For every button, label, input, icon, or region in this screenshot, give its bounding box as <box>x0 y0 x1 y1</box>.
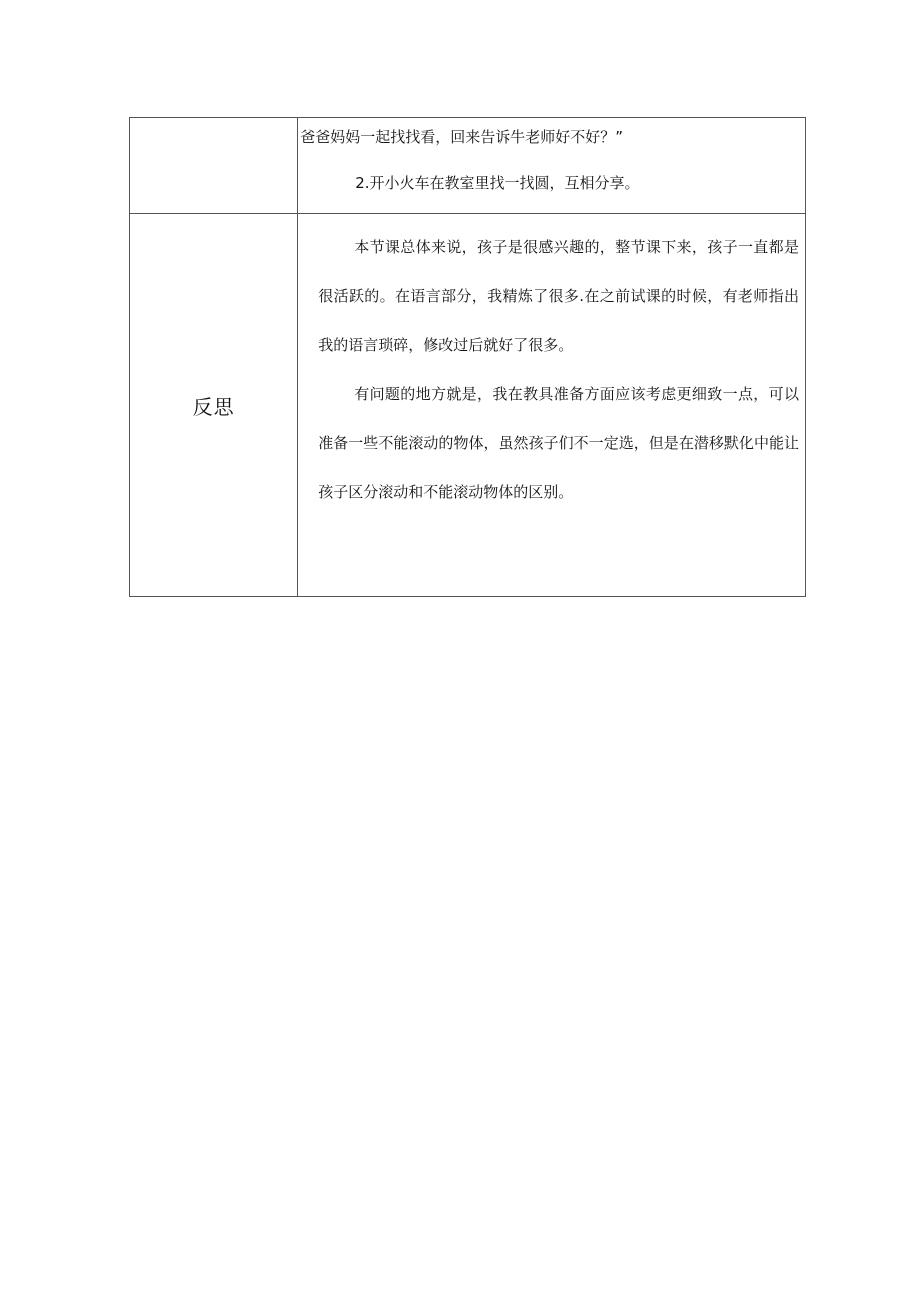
lesson-table <box>129 117 806 597</box>
reflection-paragraph-1: 本节课总体来说，孩子是很感兴趣的，整节课下来，孩子一直都是很活跃的。在语言部分，我精炼了很多.在之前试课的时候，有老师指出我的语言琐碎，修改过后就好了很多。 <box>318 238 799 354</box>
reflection-label: 反思 <box>130 214 298 597</box>
activity-line-1: 爸爸妈妈一起找找看，回来告诉牛老师好不好？” <box>300 128 624 146</box>
reflection-paragraph-2: 有问题的地方就是，我在教具准备方面应该考虑更细致一点，可以准备一些不能滚动的物体，虽然孩子们不一定选，但是在潜移默化中能让孩子区分滚动和不能滚动物体的区别。 <box>318 385 799 501</box>
table-row <box>130 118 806 214</box>
reflection-content-cell <box>298 214 806 597</box>
table-row <box>130 214 806 597</box>
activity-line-2: 2.开小火车在教室里找一找圆，互相分享。 <box>355 174 640 192</box>
activity-content-cell <box>298 118 806 214</box>
row-label-empty <box>130 118 298 214</box>
